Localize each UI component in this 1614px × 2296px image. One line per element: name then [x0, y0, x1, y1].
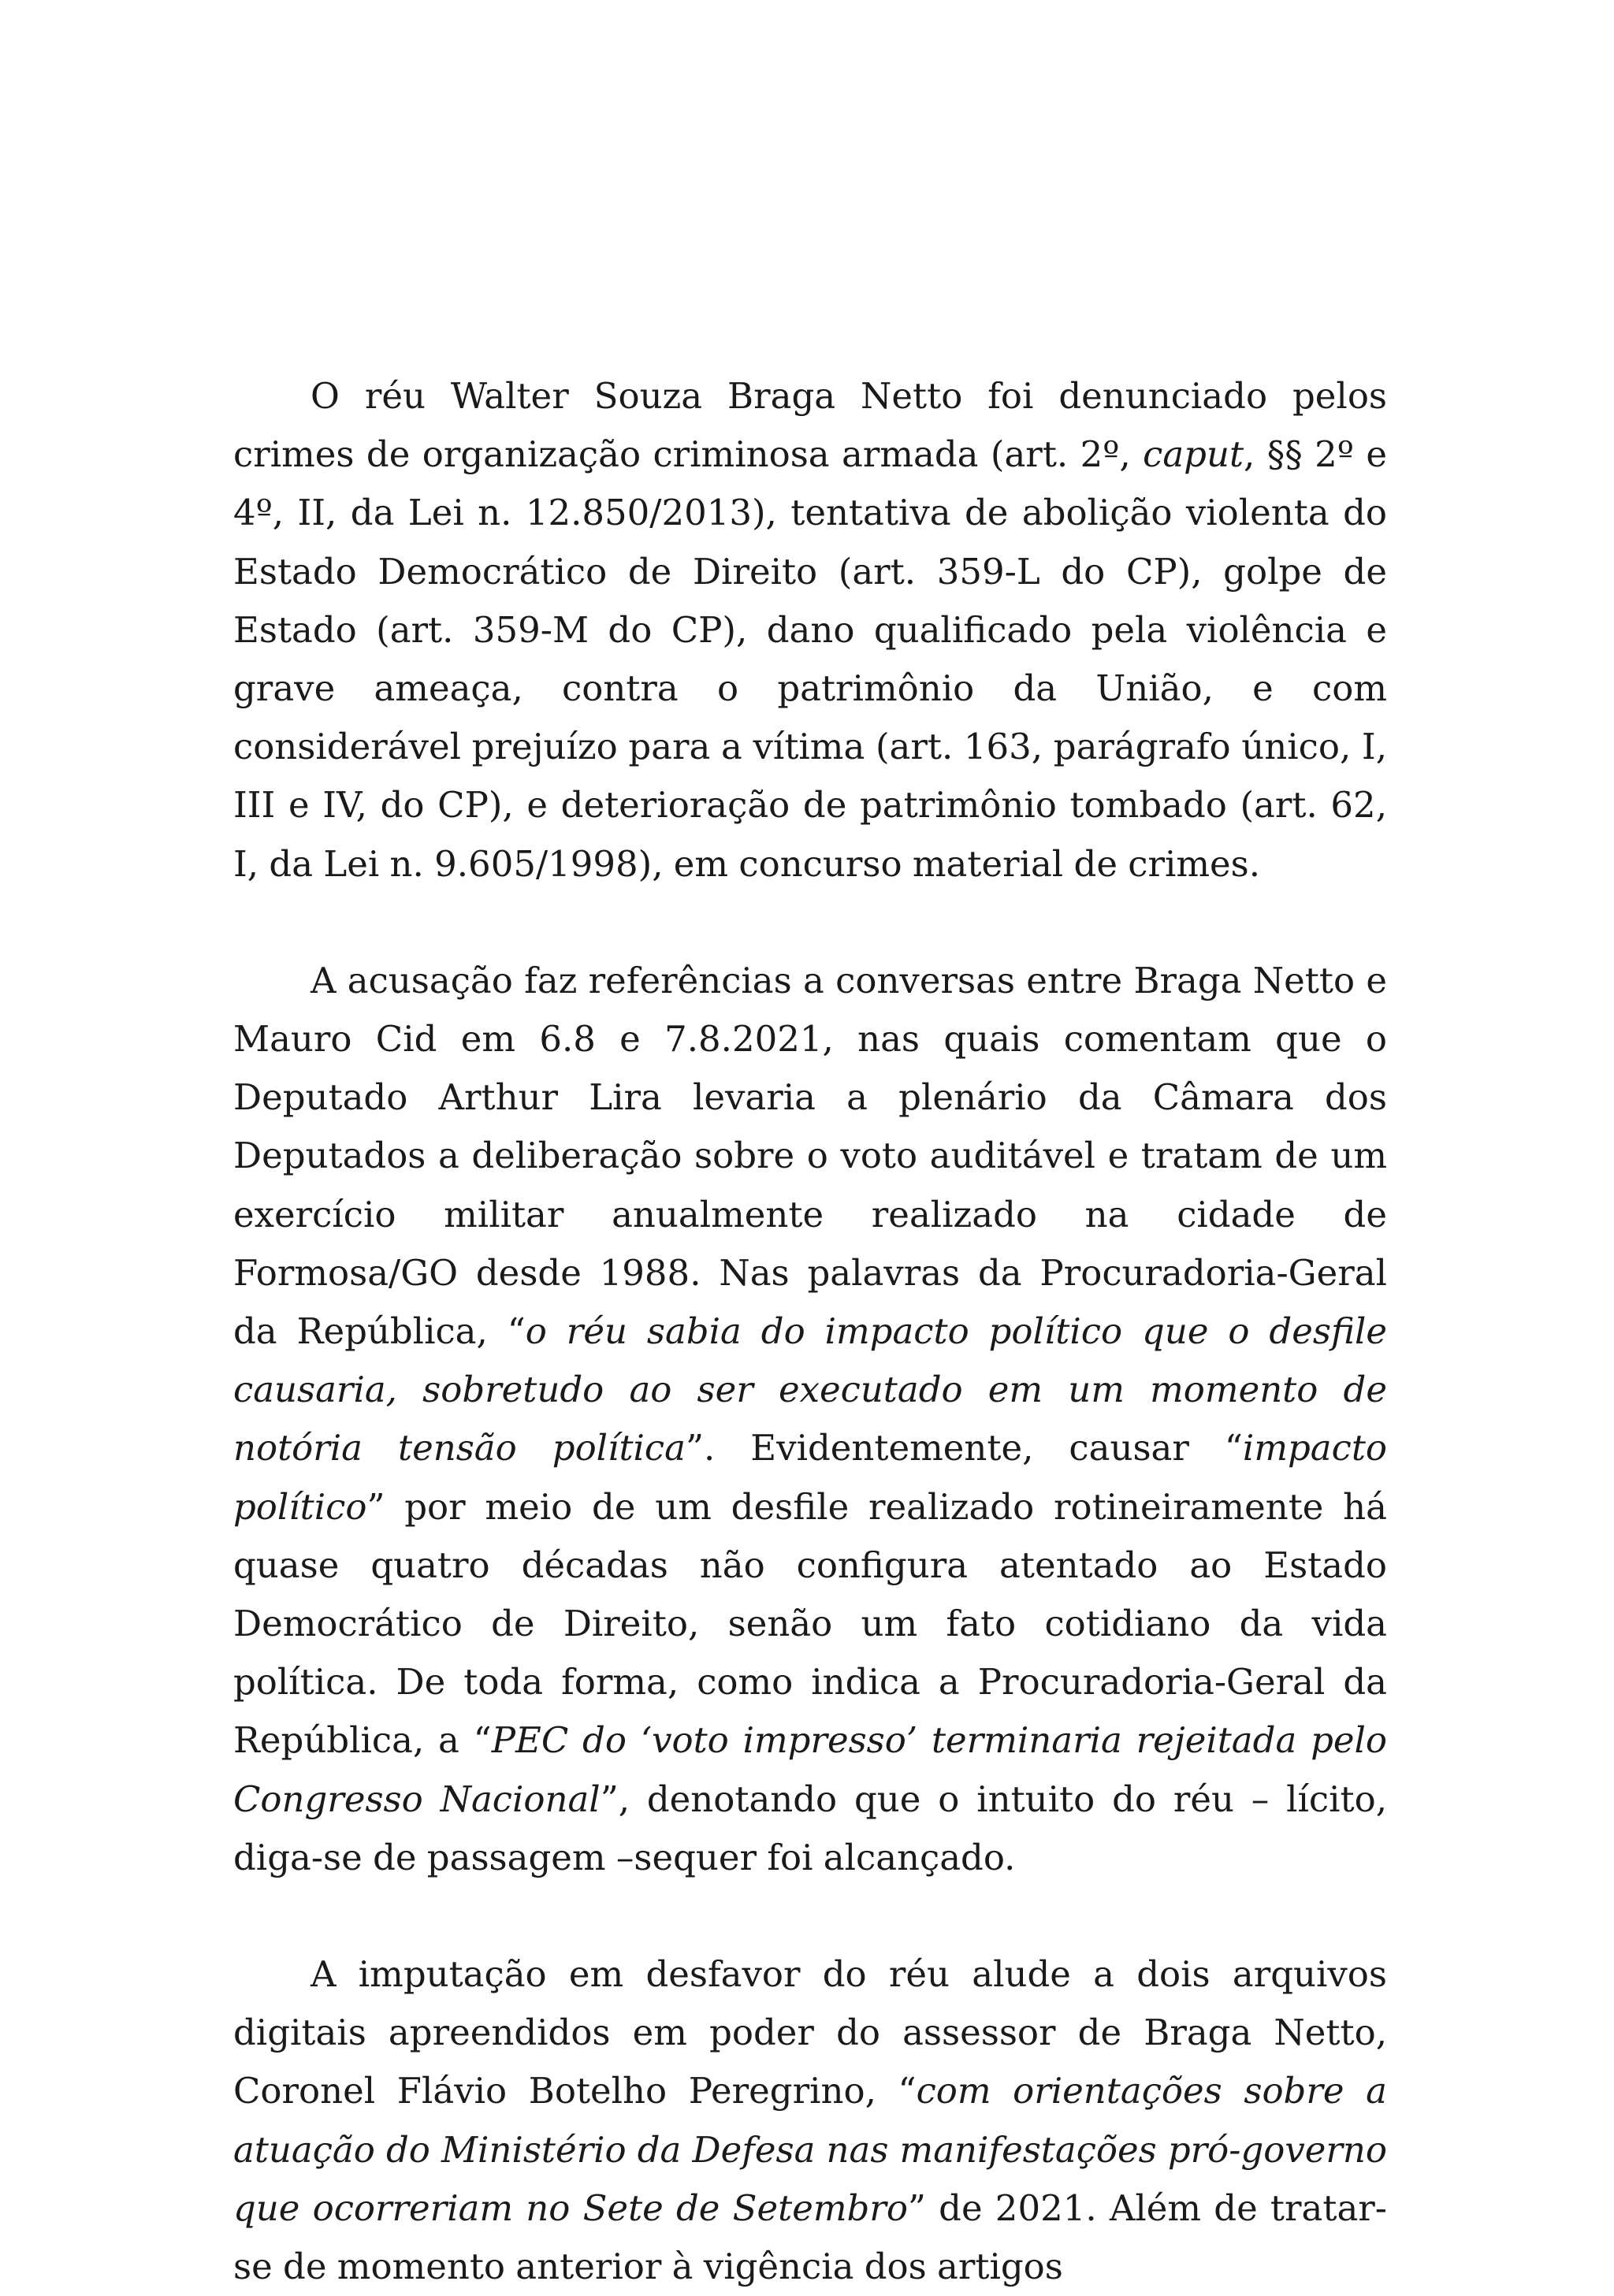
p2-text-1: A acusação faz referências a conversas entre Braga Netto e Mauro Cid em 6.8 e 7.8.2021, nas quais comentam que o Deputado Arthur Lira levaria a plenário da Câmara dos Deputados a deliberação sobre o voto auditável e tratam de um exercício militar anualmente realizado na cidade de Formosa/GO desde 1988. Nas palavras da Procuradoria-Geral da República, “: [233, 959, 1387, 1353]
p3-text-2: ” de 2021. Além de tratar-se de momento anterior à vigência dos artigos: [233, 2186, 1387, 2288]
p3-text-1: A imputação em desfavor do réu alude a dois arquivos digitais apreendidos em poder do assessor de Braga Netto, Coronel Flávio Botelho Peregrino, “: [233, 1953, 1387, 2112]
p2-italic-quote-3: PEC do ‘voto impresso’ terminaria rejeitada pelo Congresso Nacional: [233, 1719, 1387, 1820]
paragraph-2: [233, 952, 1387, 1887]
p1-text-1: O réu Walter Souza Braga Netto foi denunciado pelos crimes de organização criminosa armada (art. 2º,: [233, 375, 1387, 476]
p2-text-4: ”, denotando que o intuito do réu – lícito, diga-se de passagem –sequer foi alcançado.: [233, 1778, 1387, 1878]
p3-italic-quote-1: com orientações sobre a atuação do Ministério da Defesa nas manifestações pró-governo que ocorreriam no Sete de Setembro: [233, 2070, 1387, 2229]
p2-text-2: ”. Evidentemente, causar “: [685, 1427, 1243, 1469]
paragraph-1: [233, 367, 1387, 894]
p1-italic-caput: caput: [1143, 433, 1244, 476]
document-body: [233, 367, 1387, 2296]
p2-text-3: ” por meio de um desfile realizado rotineiramente há quase quatro décadas não configura atentado ao Estado Democrático de Direito, senão um fato cotidiano da vida política. De toda forma, como indica a Procuradoria-Geral da República, a “: [233, 1485, 1387, 1762]
p1-text-2: , §§ 2º e 4º, II, da Lei n. 12.850/2013), tentativa de abolição violenta do Estado Democrático de Direito (art. 359-L do CP), golpe de Estado (art. 359-M do CP), dano qualificado pela violência e grave ameaça, contra o patrimônio da União, e com considerável prejuízo para a vítima (art. 163, parágrafo único, I, III e IV, do CP), e deterioração de patrimônio tombado (art. 62, I, da Lei n. 9.605/1998), em concurso material de crimes.: [233, 433, 1387, 885]
p2-italic-quote-2: impacto político: [233, 1427, 1387, 1528]
p2-italic-quote-1: o réu sabia do impacto político que o desfile causaria, sobretudo ao ser executado em um momento de notória tensão política: [233, 1310, 1387, 1469]
paragraph-3: [233, 1945, 1387, 2296]
